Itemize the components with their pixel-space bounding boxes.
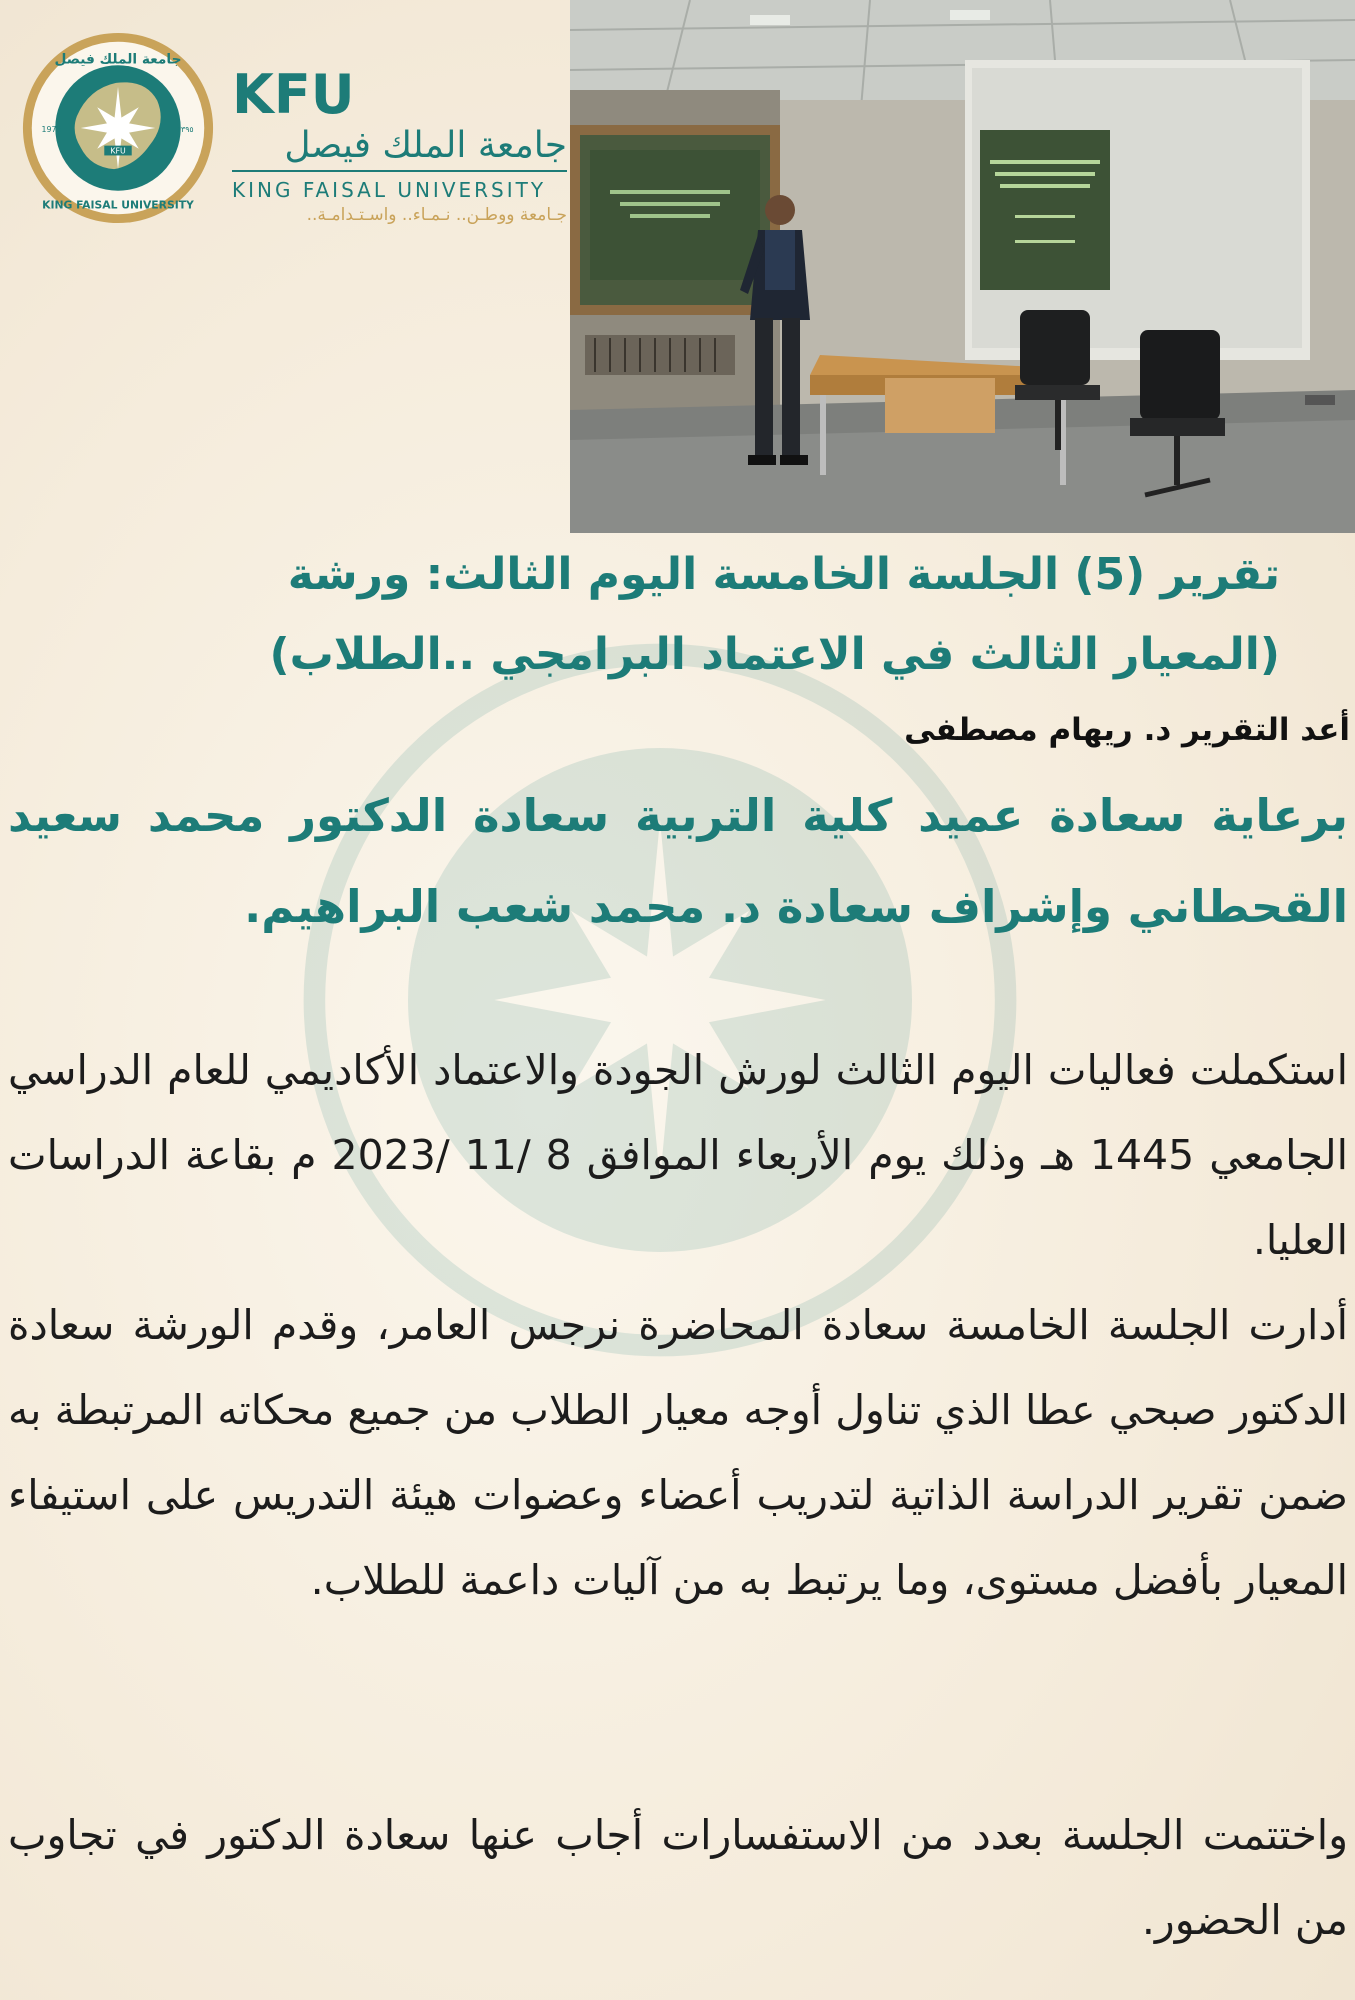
- brand-short: KFU: [232, 63, 355, 126]
- paragraph-event-details: استكملت فعاليات اليوم الثالث لورش الجودة والاعتماد الأكاديمي للعام الدراسي الجامعي 1445 هـ وذلك يوم الأربعاء الموافق 8 /11 /2023 م بقاعة الدراسات العليا.: [8, 1046, 1348, 1264]
- report-title-line1: تقرير (5) الجلسة الخامسة اليوم الثالث: ورشة: [287, 549, 1280, 600]
- report-author: أعد التقرير د. ريهام مصطفى: [904, 712, 1350, 748]
- university-seal-icon: [20, 30, 216, 226]
- university-logo: [20, 30, 567, 230]
- paragraph-closing: واختتمت الجلسة بعدد من الاستفسارات أجاب عنها سعادة الدكتور في تجاوب من الحضور.: [8, 1811, 1348, 1944]
- seal-year-right: ١٣٩٥: [176, 124, 194, 134]
- report-title-line2: (المعيار الثالث في الاعتماد البرامجي ..الطلاب): [269, 629, 1280, 680]
- brand-tagline: جـامعة ووطـن.. نـمـاء.. واسـتـدامـة..: [306, 205, 567, 225]
- patronage-statement: برعاية سعادة عميد كلية التربية سعادة الدكتور محمد سعيد القحطاني وإشراف سعادة د. محمد شعب البراهيم.: [8, 789, 1348, 933]
- paragraph-session-details: أدارت الجلسة الخامسة سعادة المحاضرة نرجس العامر، وقدم الورشة سعادة الدكتور صبحي عطا الذي تناول أوجه معيار الطلاب من جميع محكاته المرتبطة به ضمن تقرير الدراسة الذاتية لتدريب أعضاء وعضوات هيئة التدريس على استيفاء المعيار بأفضل مستوى، وما يرتبط به من آليات داعمة للطلاب.: [8, 1301, 1348, 1604]
- seal-year-left: 1975: [41, 124, 62, 134]
- workshop-photo-icon: [570, 0, 1355, 533]
- seal-arabic-text: جامعة الملك فيصل: [54, 51, 182, 68]
- brand-wordmark: [232, 63, 567, 226]
- seal-english-text: KING FAISAL UNIVERSITY: [42, 198, 194, 212]
- brand-arabic: جامعة الملك فيصل: [232, 124, 567, 172]
- brand-english: KING FAISAL UNIVERSITY: [232, 178, 547, 202]
- report-title: [60, 535, 1280, 695]
- seal-center-text: KFU: [110, 146, 126, 156]
- workshop-photo: [570, 0, 1355, 533]
